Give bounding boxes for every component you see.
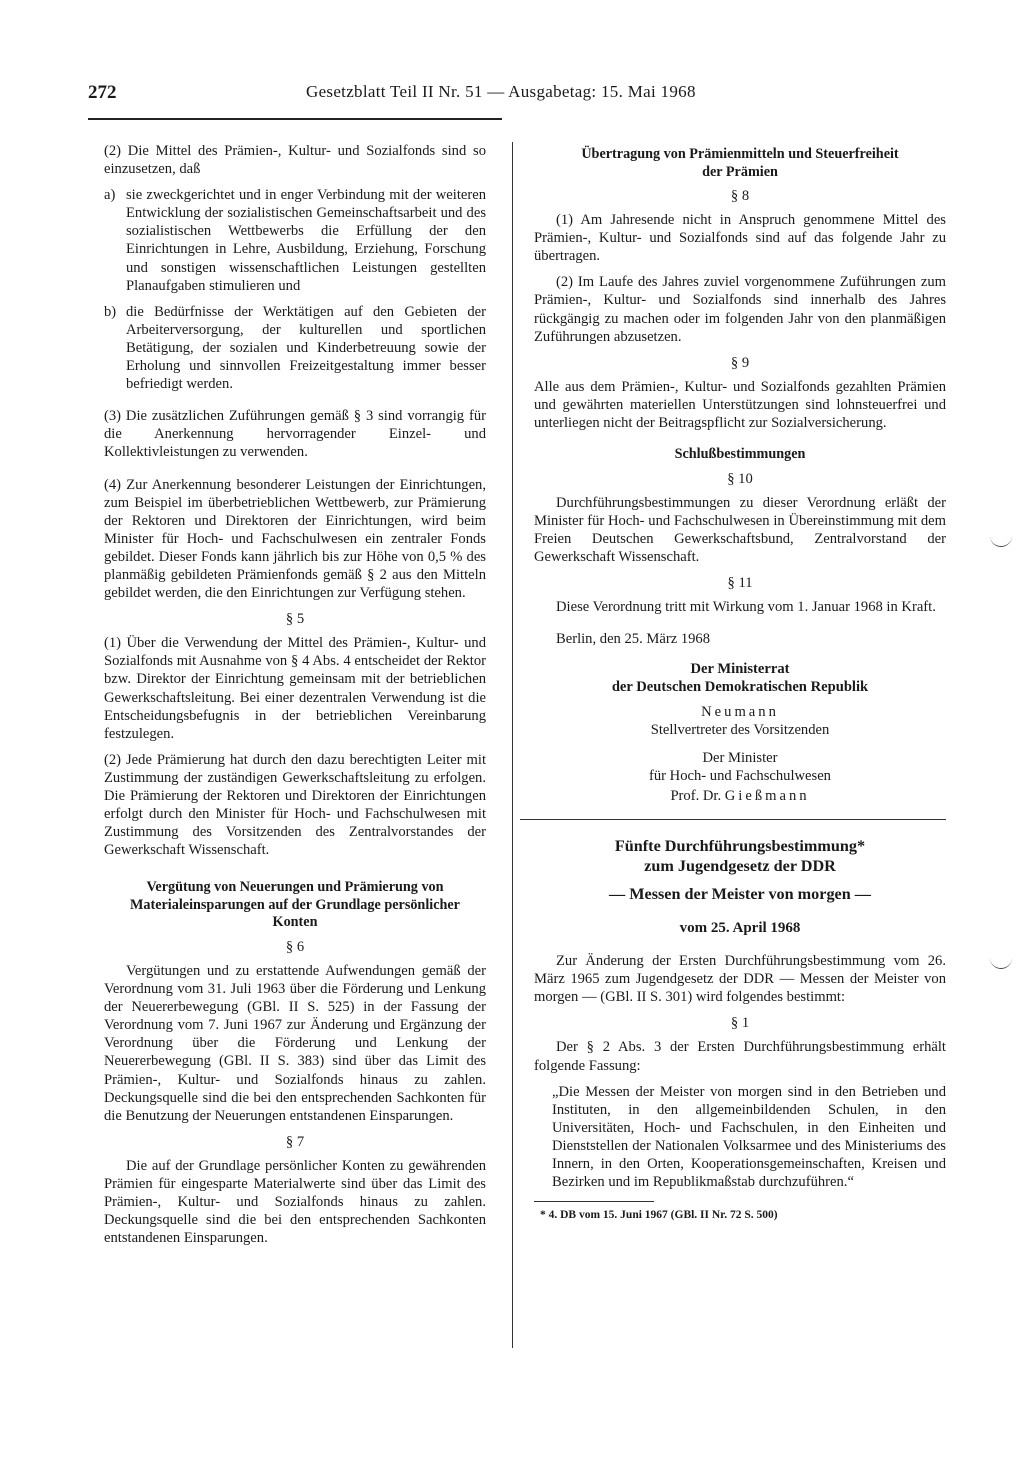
paragraph: Alle aus dem Prämien-, Kultur- und Sozialfonds gezahlten Prämien und gewährten materiellen Unterstützungen sind lohnsteuerfrei und unterliegen nicht der Beitragspflicht zur Sozialversicherung.: [534, 378, 946, 432]
document-date: vom 25. April 1968: [679, 920, 801, 937]
paragraph: (1) Am Jahresende nicht in Anspruch genommene Mittel des Prämien-, Kultur- und Sozialfonds sind auf das folgende Jahr zu übertragen.: [534, 212, 946, 265]
signatory-role: Stellvertreter des Vorsitzenden: [650, 721, 830, 738]
list-marker: a): [104, 187, 116, 204]
list-item: [104, 186, 486, 295]
left-column: [104, 142, 486, 1255]
place-date: Berlin, den 25. März 1968: [556, 631, 711, 648]
section-divider: [520, 819, 946, 820]
section-number: § 1: [730, 1015, 750, 1032]
paragraph: (4) Zur Anerkennung besonderer Leistungen der Einrichtungen, zum Beispiel im überbetrieblichen Wettbewerb, zur Prämierung der Rektoren und Direktoren der Einrichtungen, wird beim Minister für Hoch- und Fachschulwesen ein zentraler Fonds gebildet. Dieser Fonds kann jährlich bis zur Höhe von 0,5 % des planmäßig gebildeten Prämienfonds gemäß § 2 aus den Mitteln gebildet werden, die den Einrichtungen zur Verfügung stehen.: [104, 476, 486, 602]
page-number: 272: [88, 82, 117, 103]
section-number: § 6: [285, 938, 305, 955]
list-marker: b): [104, 303, 117, 320]
signatory-role: für Hoch- und Fachschulwesen: [649, 767, 831, 784]
column-divider: [512, 142, 513, 1348]
section-number: § 5: [285, 611, 305, 628]
right-column: [534, 142, 946, 1224]
signatory-role: Der Minister: [702, 749, 778, 766]
document-title: zum Jugendgesetz der DDR: [644, 857, 836, 876]
paragraph: (3) Die zusätzlichen Zuführungen gemäß § 3 sind vorrangig für die Anerkennung hervorragender Einzel- und Kollektivleistungen zu verwenden.: [104, 408, 486, 461]
page-header: [88, 82, 948, 106]
margin-mark: [990, 536, 1012, 547]
section-number: § 7: [285, 1133, 305, 1150]
list-text: die Bedürfnisse der Werktätigen auf den Gebieten der Arbeiterversorgung, der kulturellen und sportlichen Betätigung, der sozialen und Kinderbetreuung sowie der Erholung und sinnvollen Freizeitgestaltung immer besser befriedigt werden.: [126, 303, 486, 393]
paragraph: Zur Änderung der Ersten Durchführungsbestimmung vom 26. März 1965 zum Jugendgesetz der DDR — Messen der Meister von morgen — (GBl. II S. 301) wird folgendes bestimmt:: [534, 953, 946, 1006]
paragraph: Diese Verordnung tritt mit Wirkung vom 1. Januar 1968 in Kraft.: [556, 599, 936, 616]
paragraph: (1) Über die Verwendung der Mittel des Prämien-, Kultur- und Sozialfonds mit Ausnahme von § 4 Abs. 4 entscheidet der Rektor bzw. Direktor der Einrichtung gemeinsam mit der betrieblichen Gewerkschaftsleitung. Bei einer dezentralen Verwendung ist die Entscheidungsbefugnis in der betrieblichen Vereinbarung festzulegen.: [104, 635, 486, 742]
paragraph: (2) Jede Prämierung hat durch den dazu berechtigten Leiter mit Zustimmung der zuständigen Gewerkschaftsleitung zu erfolgen. Die Prämierung der Rektoren und Direktoren der Einrichtungen erfolgt durch den Minister für Hoch- und Fachschulwesen mit Zustimmung des Vorsitzenden des Zentralvorstandes der Gewerkschaft Wissenschaft.: [104, 751, 486, 859]
signature-org: der Deutschen Demokratischen Republik: [611, 679, 869, 696]
footnote: * 4. DB vom 15. Juni 1967 (GBl. II Nr. 72 S. 500): [540, 1209, 778, 1222]
paragraph: Vergütungen und zu erstattende Aufwendungen gemäß der Verordnung vom 31. Juli 1963 über die Förderung und Lenkung der Neuererbewegung (GBl. II S. 525) in der Fassung der Verordnung vom 7. Juni 1967 zur Änderung und Ergänzung der Verordnung über die Förderung und Lenkung der Neuererbewegung (GBl. II S. 383) sind über das Limit des Prämien-, Kultur- und Sozialfonds hinaus zu zahlen. Deckungsquelle sind die bei den entsprechenden Sachkonten für die Benutzung der Neuerungen entstandenen Einsparungen.: [104, 962, 486, 1124]
section-number: § 9: [730, 354, 750, 371]
signatory-title: Prof. Dr.: [670, 787, 722, 804]
list-text: sie zweckgerichtet und in enger Verbindung mit der weiteren Entwicklung der sozialistischen Gemeinschaftsarbeit und des sozialistischen Wettbewerbs die Erfüllung der den Einrichtungen in Lehre, Ausbildung, Erziehung, Forschung und sonstigen wissenschaftlichen Leistungen gestellten Planaufgaben stimulieren und: [126, 187, 486, 294]
paragraph: (2) Die Mittel des Prämien-, Kultur- und Sozialfonds sind so einzusetzen, daß: [104, 143, 486, 178]
section-number: § 10: [727, 470, 753, 487]
signatory-line: [534, 787, 946, 805]
signatory-name: Neumann: [701, 703, 779, 720]
section-heading: Übertragung von Prämienmitteln und Steuerfreiheit der Prämien: [581, 146, 899, 180]
signature-org: Der Ministerrat: [690, 661, 790, 678]
document-subtitle: — Messen der Meister von morgen —: [609, 885, 871, 904]
paragraph: Durchführungsbestimmungen zu dieser Verordnung erläßt der Minister für Hoch- und Fachschulwesen in Übereinstimmung mit dem Freien Deutschen Gewerkschaftsbund, Zentralvorstand der Gewerkschaft Wissenschaft.: [534, 494, 946, 565]
section-number: § 11: [727, 575, 753, 592]
running-title: Gesetzblatt Teil II Nr. 51 — Ausgabetag: 15. Mai 1968: [306, 82, 696, 101]
paragraph: Die auf der Grundlage persönlicher Konten zu gewährenden Prämien für eingesparte Materialwerte sind über das Limit des Prämien-, Kultur- und Sozialfonds hinaus zu zahlen. Deckungsquelle sind die bei den entsprechenden Sachkonten entstandenen Einsparungen.: [104, 1157, 486, 1247]
header-rule: [88, 118, 502, 120]
footnote-rule: [534, 1201, 654, 1202]
section-heading: Vergütung von Neuerungen und Prämierung von Materialeinsparungen auf der Grundlage persönlicher Konten: [130, 879, 460, 931]
margin-mark: [990, 958, 1012, 969]
section-number: § 8: [730, 188, 750, 204]
paragraph: (2) Im Laufe des Jahres zuviel vorgenommene Zuführungen zum Prämien-, Kultur- und Sozialfonds sind innerhalb des Jahres rückgängig zu machen oder im folgenden Jahr von den planmäßigen Zuführungen abzusetzen.: [534, 274, 946, 345]
signature-block: [534, 660, 946, 805]
signatory-name: Gießmann: [724, 787, 810, 804]
paragraph: Der § 2 Abs. 3 der Ersten Durchführungsbestimmung erhält folgende Fassung:: [534, 1039, 946, 1074]
section-heading: Schlußbestimmungen: [674, 446, 806, 463]
quoted-text: „Die Messen der Meister von morgen sind in den Betrieben und Instituten, in den allgemeinbildenden Schulen, in den Universitäten, Hoch- und Fachschulen, in den Einheiten und Dienststellen der Nationalen Volksarmee und des Ministeriums des Innern, in den Orten, Kooperationsgemeinschaften, Kreisen und Bezirken und im Republikmaßstab durchzuführen.“: [552, 1083, 946, 1191]
document-title: Fünfte Durchführungsbestimmung*: [614, 837, 866, 856]
list-item: [104, 303, 486, 393]
